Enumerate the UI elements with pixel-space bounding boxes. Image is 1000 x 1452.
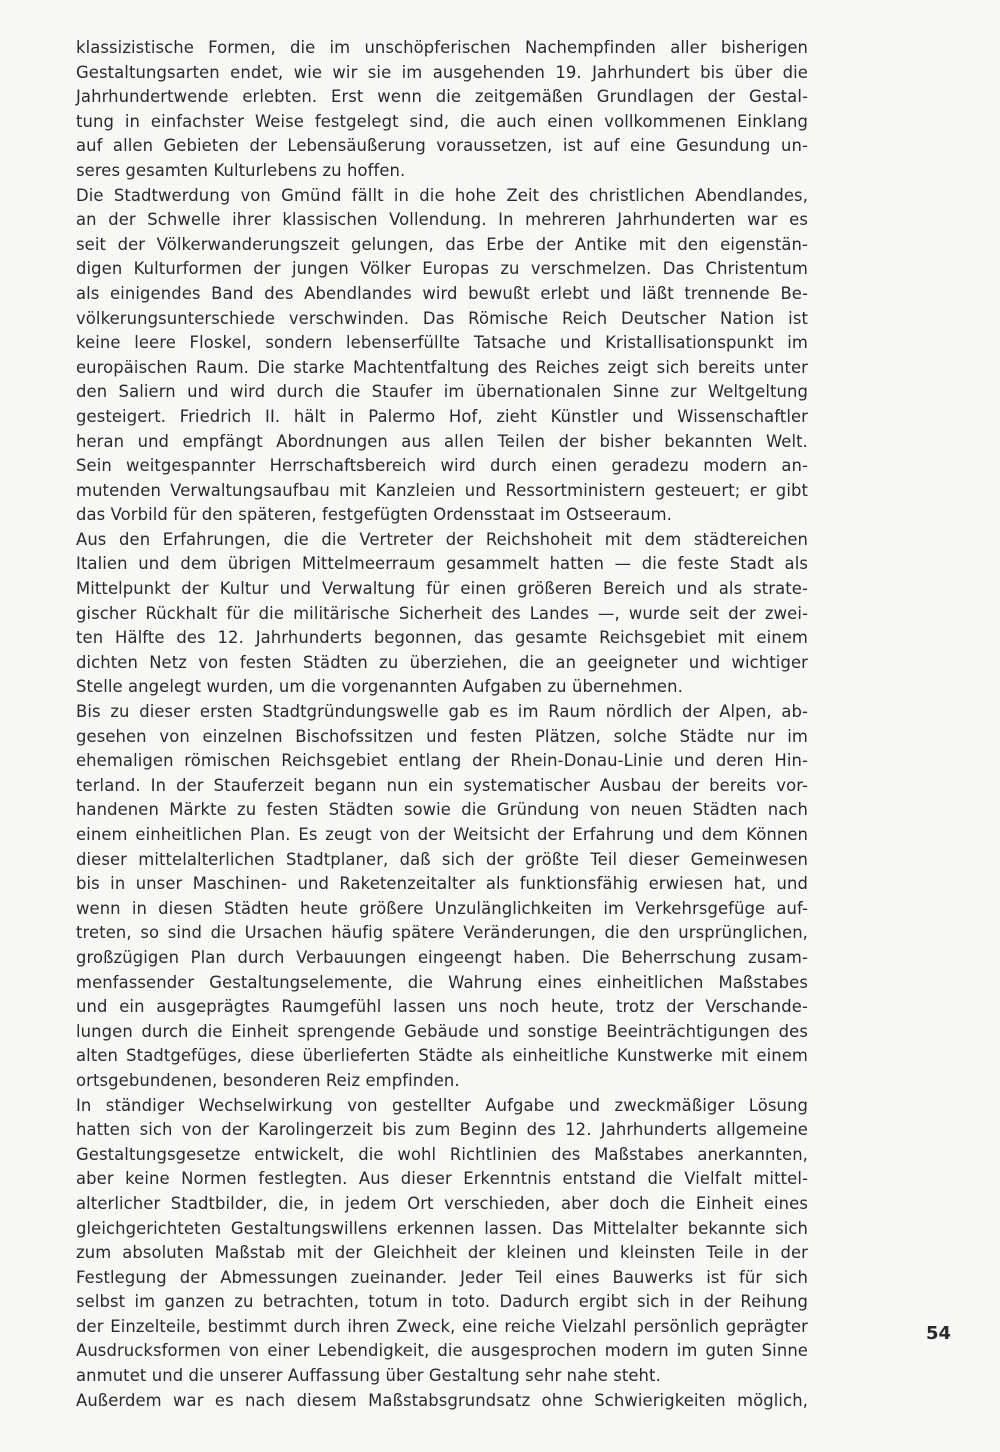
text-line: alterlicher Stadtbilder, die, in jedem Ort verschieden, aber doch die Einheit eines [76, 1193, 808, 1213]
text-line: selbst im ganzen zu betrachten, totum in toto. Dadurch ergibt sich in der Reihung [76, 1292, 808, 1312]
text-line: heran und empfängt Abordnungen aus allen Teilen der bisher bekannten Welt. [76, 431, 808, 451]
text-line: Außerdem war es nach diesem Maßstabsgrundsatz ohne Schwierigkeiten möglich, [76, 1390, 808, 1410]
text-line: der Einzelteile, bestimmt durch ihren Zweck, eine reiche Vielzahl persönlich geprägter [76, 1316, 808, 1336]
text-line: Jahrhundertwende erlebten. Erst wenn die zeitgemäßen Grundlagen der Gestal- [76, 87, 808, 107]
text-line: hatten sich von der Karolingerzeit bis zum Beginn des 12. Jahrhunderts allgemeine [76, 1120, 808, 1140]
text-line: handenen Märkte zu festen Städten sowie die Gründung von neuen Städten nach [76, 800, 808, 820]
text-line: den Saliern und wird durch die Staufer im übernationalen Sinne zur Weltgeltung [76, 382, 808, 402]
text-line: europäischen Raum. Die starke Machtentfaltung des Reiches zeigt sich bereits unter [76, 357, 808, 377]
text-line: Mittelpunkt der Kultur und Verwaltung für einen größeren Bereich und als strate- [76, 579, 808, 599]
text-line: Sein weitgespannter Herrschaftsbereich wird durch einen geradezu modern an- [76, 456, 808, 476]
text-line: einem einheitlichen Plan. Es zeugt von der Weitsicht der Erfahrung und dem Können [76, 825, 808, 844]
text-line: seit der Völkerwanderungszeit gelungen, das Erbe der Antike mit den eigenstän- [76, 234, 808, 254]
text-line: gesehen von einzelnen Bischofssitzen und festen Plätzen, solche Städte nur im [76, 726, 808, 746]
text-line: Ausdrucksformen von einer Lebendigkeit, die ausgesprochen modern im guten Sinne [76, 1341, 808, 1361]
text-line: zum absoluten Maßstab mit der Gleichheit der kleinen und kleinsten Teile in der [76, 1243, 808, 1263]
text-line: alten Stadtgefüges, diese überlieferten Städte als einheitliche Kunstwerke mit einem [76, 1046, 808, 1066]
text-line: gischer Rückhalt für die militärische Sicherheit des Landes —, wurde seit der zwei- [76, 603, 808, 623]
text-line: anmutet und die unserer Auffassung über Gestaltung sehr nahe steht. [76, 1366, 661, 1386]
text-line: Bis zu dieser ersten Stadtgründungswelle gab es im Raum nördlich der Alpen, ab- [76, 702, 808, 722]
text-line: Italien und dem übrigen Mittelmeerraum gesammelt hatten — die feste Stadt als [76, 554, 808, 574]
text-line: gesteigert. Friedrich II. hält in Palermo Hof, zieht Künstler und Wissenschaftler [76, 406, 808, 426]
text-line: treten, so sind die Ursachen häufig spätere Veränderungen, die den ursprünglichen, [76, 923, 808, 943]
text-line: und ein ausgeprägtes Raumgefühl lassen uns noch heute, trotz der Verschande- [76, 997, 808, 1017]
text-line: Aus den Erfahrungen, die die Vertreter der Reichshoheit mit dem städtereichen [76, 529, 808, 549]
text-line: menfassender Gestaltungselemente, die Wahrung eines einheitlichen Maßstabes [76, 972, 808, 992]
text-line: dieser mittelalterlichen Stadtplaner, daß sich der größte Teil dieser Gemeinwesen [76, 849, 808, 869]
text-line: dichten Netz von festen Städten zu überziehen, die an geeigneter und wichtiger [76, 652, 808, 672]
text-line: an der Schwelle ihrer klassischen Vollendung. In mehreren Jahrhunderten war es [76, 210, 808, 230]
text-line: das Vorbild für den späteren, festgefügten Ordensstaat im Ostseeraum. [76, 505, 672, 525]
text-line: Festlegung der Abmessungen zueinander. Jeder Teil eines Bauwerks ist für sich [76, 1267, 808, 1287]
text-line: großzügigen Plan durch Verbauungen eingeengt haben. Die Beherrschung zusam- [76, 947, 808, 967]
text-line: bis in unser Maschinen- und Raketenzeitalter als funktionsfähig erwiesen hat, und [76, 874, 808, 894]
body-text [76, 36, 808, 1413]
text-line: lungen durch die Einheit sprengende Gebäude und sonstige Beeinträchtigungen des [76, 1021, 808, 1041]
text-line: tung in einfachster Weise festgelegt sind, die auch einen vollkommenen Einklang [76, 111, 808, 131]
text-line: keine leere Floskel, sondern lebenserfüllte Tatsache und Kristallisationspunkt im [76, 333, 808, 353]
text-line: digen Kulturformen der jungen Völker Europas zu verschmelzen. Das Christentum [76, 259, 808, 279]
text-line: wenn in diesen Städten heute größere Unzulänglichkeiten im Verkehrsgefüge auf- [76, 898, 808, 918]
text-line: Stelle angelegt wurden, um die vorgenannten Aufgaben zu übernehmen. [76, 677, 683, 697]
text-line: seres gesamten Kulturlebens zu hoffen. [76, 160, 406, 180]
text-line: aber keine Normen festlegten. Aus dieser Erkenntnis entstand die Vielfalt mittel- [76, 1169, 808, 1189]
text-line: ortsgebundenen, besonderen Reiz empfinden. [76, 1070, 460, 1090]
text-line: Gestaltungsgesetze entwickelt, die wohl Richtlinien des Maßstabes anerkannten, [76, 1144, 808, 1164]
text-line: Die Stadtwerdung von Gmünd fällt in die hohe Zeit des christlichen Abendlandes, [76, 185, 808, 205]
text-line: als einigendes Band des Abendlandes wird bewußt erlebt und läßt trennende Be- [76, 283, 808, 303]
text-line: ehemaligen römischen Reichsgebiet entlang der Rhein-Donau-Linie und deren Hin- [76, 751, 808, 771]
text-line: In ständiger Wechselwirkung von gestellter Aufgabe und zweckmäßiger Lösung [76, 1095, 808, 1115]
text-line: gleichgerichteten Gestaltungswillens erkennen lassen. Das Mittelalter bekannte sich [76, 1218, 808, 1238]
text-line: terland. In der Stauferzeit begann nun ein systematischer Ausbau der bereits vor- [76, 775, 808, 795]
text-line: ten Hälfte des 12. Jahrhunderts begonnen, das gesamte Reichsgebiet mit einem [76, 628, 808, 648]
text-line: mutenden Verwaltungsaufbau mit Kanzleien und Ressortministern gesteuert; er gibt [76, 480, 808, 500]
text-line: klassizistische Formen, die im unschöpferischen Nachempfinden aller bisherigen [76, 38, 808, 57]
text-line: Gestaltungsarten endet, wie wir sie im ausgehenden 19. Jahrhundert bis über die [76, 62, 808, 82]
page-number: 54 [926, 1323, 952, 1344]
text-line: auf allen Gebieten der Lebensäußerung voraussetzen, ist auf eine Gesundung un- [76, 136, 808, 156]
text-line: völkerungsunterschiede verschwinden. Das Römische Reich Deutscher Nation ist [76, 308, 808, 328]
